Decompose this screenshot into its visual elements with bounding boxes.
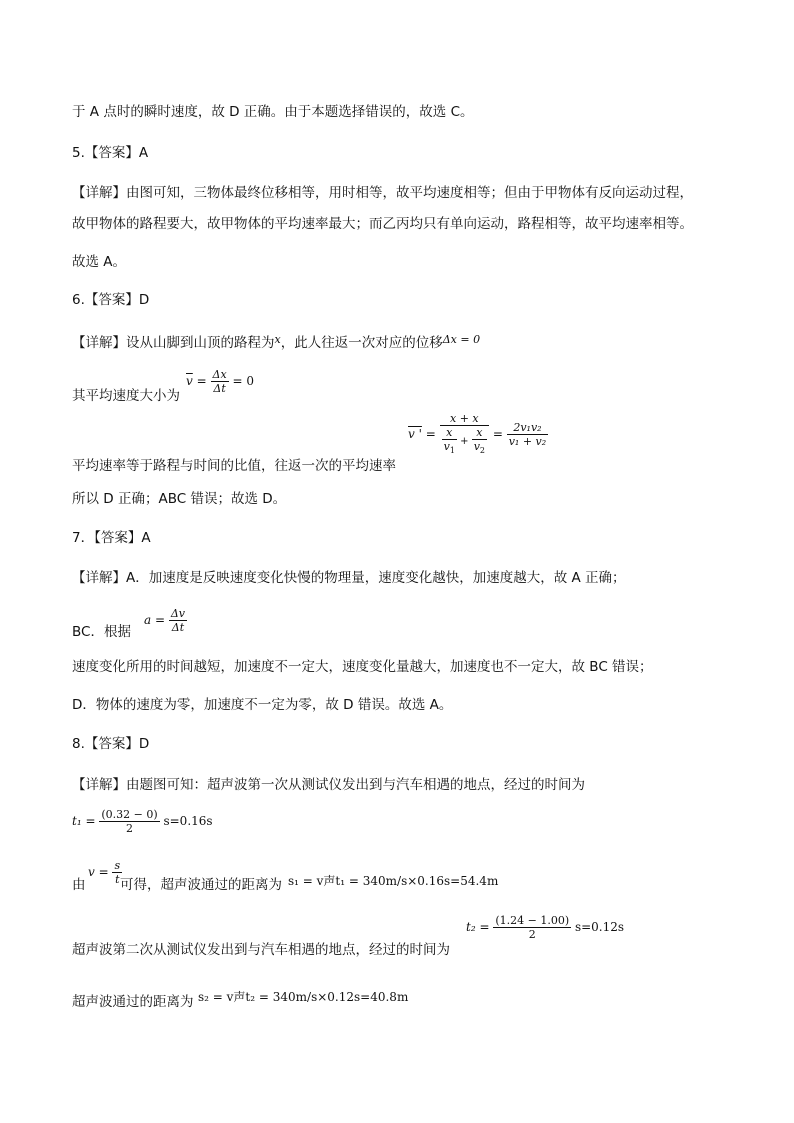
text-fragment: 由: [72, 877, 86, 893]
math-t1-num: (0.32 − 0): [101, 808, 158, 821]
text-line: 平均速率等于路程与时间的比值，往返一次的平均速率: [72, 458, 396, 474]
math-dt: Δt: [171, 621, 185, 634]
formula-average-speed: v ' = x + x $\frac{x}{v_1}$ + $\frac{x}{v_2}$ = $\frac{\text{2v₁v₂}}{\text{v₁ + v₂}}$: [408, 412, 547, 455]
text-line: 【详解】由图可知，三物体最终位移相等，用时相等，故平均速度相等；但由于甲物体有反向运动过程，: [72, 185, 693, 201]
math-t2-rhs: s=0.12s: [574, 920, 625, 934]
text-line: 其平均速度大小为: [72, 388, 180, 404]
math-eq0: = 0: [232, 374, 254, 388]
text-fragment: 【详解】设从山脚到山顶的路程为: [72, 335, 275, 351]
math-a-eq: a =: [144, 613, 166, 627]
math-dt: Δt: [213, 382, 226, 395]
formula-t2: [466, 914, 624, 941]
q6-answer: 6.【答案】D: [72, 292, 150, 308]
math-t: t: [115, 873, 120, 886]
math-t1-lhs: t₁ =: [72, 814, 96, 828]
math-numerator: x + x: [450, 412, 479, 425]
math-dv: Δv: [170, 607, 186, 620]
text-line: 超声波第二次从测试仪发出到与汽车相遇的地点，经过的时间为: [72, 942, 450, 958]
math-vbar: $\overline{v}$: [186, 374, 193, 388]
formula-t1: [72, 808, 213, 835]
formula-s2: s₂ = v声t₂ = 340m/s×0.12s=40.8m: [198, 990, 409, 1004]
formula-s1: s₁ = v声t₁ = 340m/s×0.16s=54.4m: [288, 874, 499, 888]
math-x: x: [274, 333, 281, 346]
math-dx: Δx: [212, 368, 227, 381]
text-line: [72, 331, 480, 352]
math-v1plusv2: v₁ + v₂: [508, 435, 547, 448]
math-v-eq: v =: [88, 865, 109, 879]
text-line: 故甲物体的路程要大，故甲物体的平均速率最大；而乙丙均只有单向运动，路程相等，故平均速率相等。: [72, 216, 693, 232]
q7-answer: 7．【答案】A: [72, 530, 151, 546]
text-line: 超声波通过的距离为: [72, 994, 194, 1010]
math-vbar-prime: v ': [408, 427, 422, 441]
text-line: 可得，超声波通过的距离为: [120, 877, 282, 893]
math-t2-lhs: t₂ =: [466, 920, 490, 934]
formula-average-velocity: $\overline{v}$ = $\frac{\Delta x}{\Delta t}$ = 0: [186, 368, 254, 395]
text-line: D．物体的速度为零，加速度不一定为零，故 D 错误。故选 A。: [72, 697, 453, 713]
q8-answer: 8.【答案】D: [72, 736, 150, 752]
text-line: 【详解】由题图可知：超声波第一次从测试仪发出到与汽车相遇的地点，经过的时间为: [72, 777, 585, 793]
math-s: s: [114, 859, 121, 872]
math-t1-rhs: s=0.16s: [163, 814, 213, 828]
math-t1-den: 2: [125, 822, 133, 835]
text-fragment: ，此人往返一次对应的位移: [280, 335, 443, 351]
text-line: BC．根据: [72, 624, 131, 640]
math-t2-num: (1.24 − 1.00): [495, 914, 570, 927]
formula-v: [88, 859, 122, 886]
q5-answer: 5.【答案】A: [72, 145, 149, 161]
text-line: 速度变化所用的时间越短，加速度不一定大，速度变化量越大，加速度也不一定大，故 BC 错误；: [72, 659, 653, 675]
math-t2-den: 2: [528, 928, 536, 941]
text-line: 所以 D 正确；ABC 错误；故选 D。: [72, 491, 287, 507]
text-line: 于 A 点时的瞬时速度，故 D 正确。由于本题选择错误的，故选 C。: [72, 104, 474, 120]
text-line: 【详解】A．加速度是反映速度变化快慢的物理量，速度变化越快，加速度越大，故 A 正确；: [72, 570, 626, 586]
text-line: [72, 876, 86, 894]
formula-acceleration: [144, 607, 187, 634]
math-2v1v2: 2v₁v₂: [513, 421, 542, 434]
text-line: 故选 A。: [72, 254, 127, 270]
math-displacement: Δx = 0: [442, 333, 481, 346]
